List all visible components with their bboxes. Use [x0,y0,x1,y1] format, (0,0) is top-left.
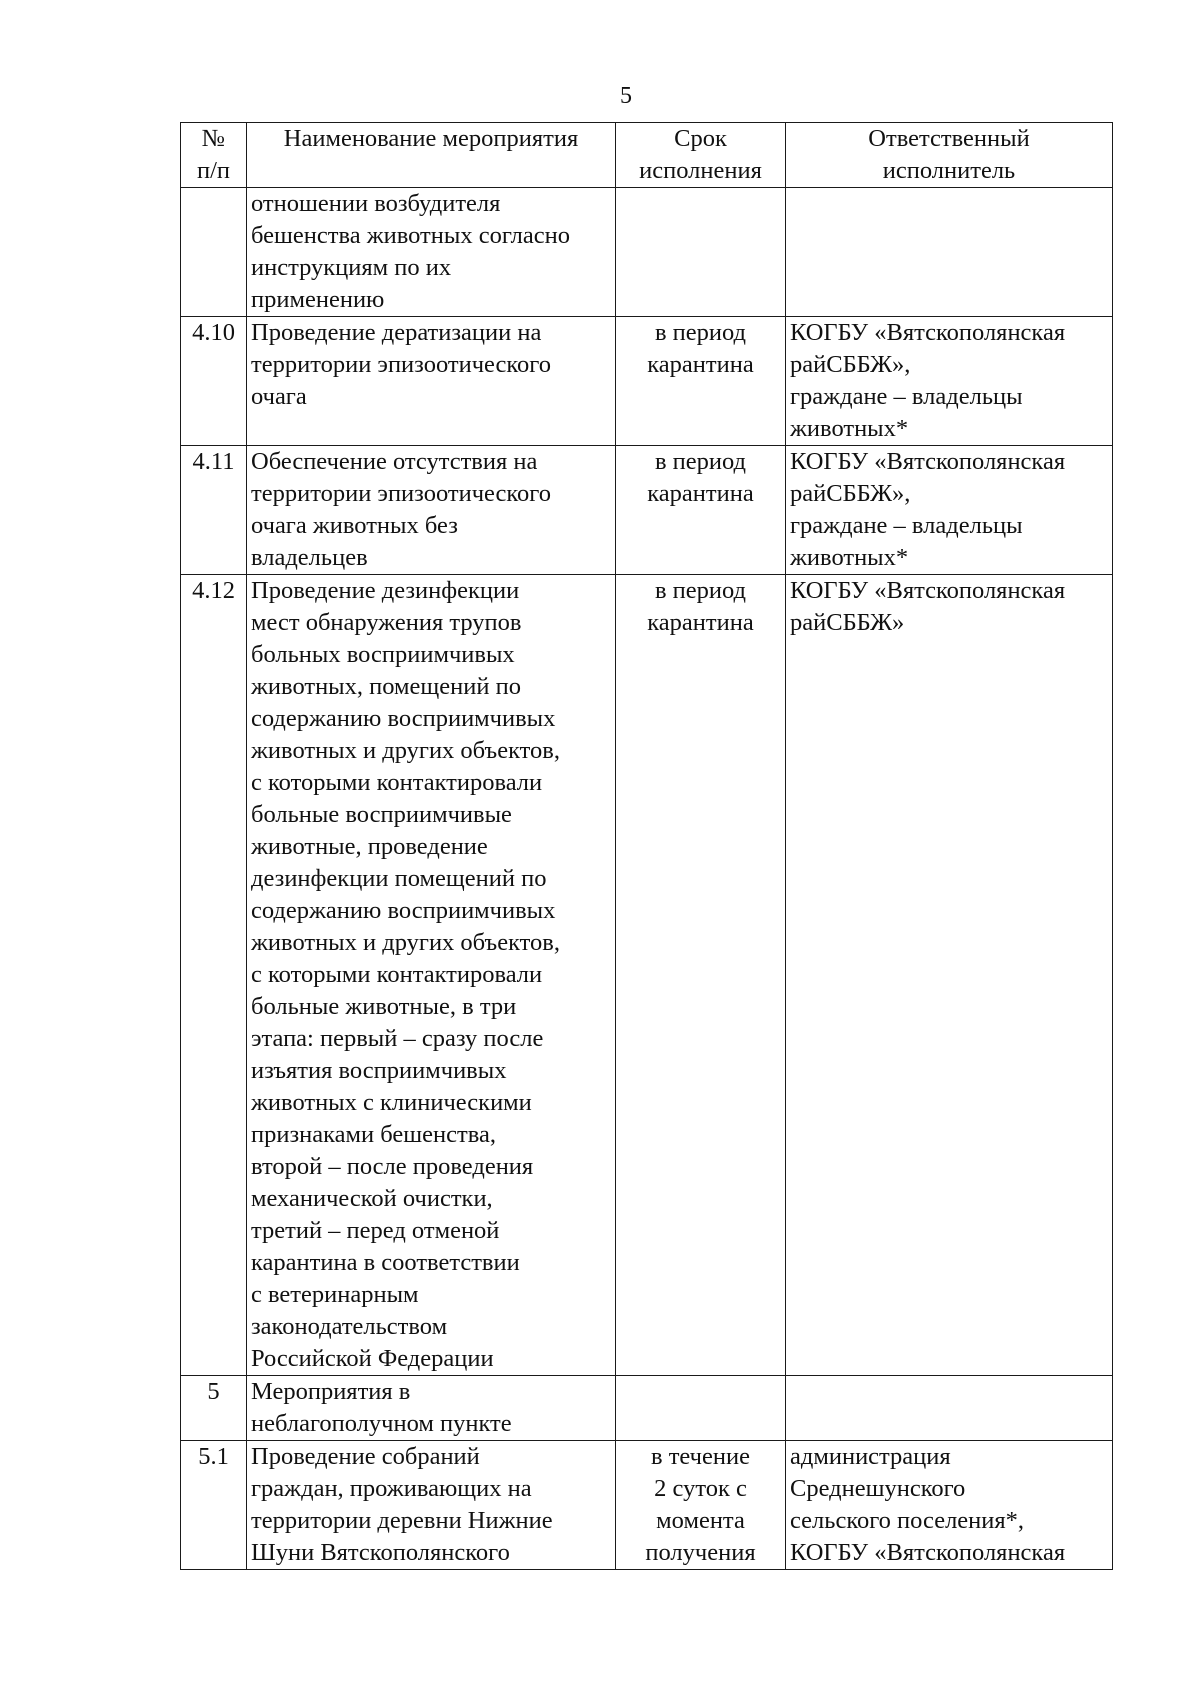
text-line: КОГБУ «Вятскополянская [790,1539,1066,1566]
text-line: КОГБУ «Вятскополянская [790,448,1066,475]
row-responsible [786,446,1113,575]
text-line: животных* [790,544,909,571]
text-line: владельцев [251,544,368,571]
row-responsible [786,575,1113,1376]
row-term [616,188,786,317]
text-line: очага животных без [251,512,458,539]
row-number: 5.1 [181,1441,247,1570]
header-line: № [201,125,226,152]
table-row [181,575,1113,1376]
header-line: Срок [674,125,727,152]
row-term [616,575,786,1376]
row-number [181,188,247,317]
text-line: граждане – владельцы [790,512,1023,539]
text-line: бешенства животных согласно [251,222,570,249]
text-line: с ветеринарным [251,1281,419,1308]
text-line: Проведение дезинфекции [251,577,520,604]
text-line: содержанию восприимчивых [251,897,556,924]
row-responsible [786,317,1113,446]
text-line: в период [654,319,747,346]
text-line: животных, помещений по [251,673,521,700]
row-measure-name [247,446,616,575]
text-line: больных восприимчивых [251,641,515,668]
table-row [181,1376,1113,1441]
table-row [181,1441,1113,1570]
row-responsible [786,1376,1113,1441]
text-line: администрация [790,1443,951,1470]
text-line: сельского поселения*, [790,1507,1025,1534]
table-header-row [181,123,1113,188]
text-line: изъятия восприимчивых [251,1057,507,1084]
text-line: Проведение собраний [251,1443,480,1470]
text-line: карантина [647,351,754,378]
row-measure-name [247,575,616,1376]
row-responsible [786,188,1113,317]
row-number: 5 [181,1376,247,1441]
text-line: законодательством [251,1313,448,1340]
header-line: Ответственный [868,125,1030,152]
text-line: получения [645,1539,756,1566]
row-number: 4.11 [181,446,247,575]
row-term [616,1441,786,1570]
text-line: Шуни Вятскополянского [251,1539,510,1566]
text-line: животных с клиническими [251,1089,532,1116]
row-term [616,446,786,575]
text-line: КОГБУ «Вятскополянская [790,577,1066,604]
header-responsible [786,123,1113,188]
text-line: карантина [647,609,754,636]
text-line: второй – после проведения [251,1153,534,1180]
table-row [181,188,1113,317]
text-line: Российской Федерации [251,1345,494,1372]
row-responsible [786,1441,1113,1570]
text-line: Проведение дератизации на [251,319,542,346]
text-line: очага [251,383,307,410]
text-line: Обеспечение отсутствия на [251,448,538,475]
header-measure-name [247,123,616,188]
text-line: территории эпизоотического [251,351,551,378]
text-line: третий – перед отменой [251,1217,500,1244]
header-line: исполнитель [882,157,1016,184]
row-measure-name [247,1376,616,1441]
text-line: отношении возбудителя [251,190,501,217]
measures-table [180,122,1113,1570]
row-term [616,317,786,446]
text-line: животных и других объектов, [251,737,560,764]
text-line: механической очистки, [251,1185,493,1212]
table-row [181,446,1113,575]
text-line: 2 суток с [654,1475,747,1502]
header-number [181,123,247,188]
text-line: КОГБУ «Вятскополянская [790,319,1066,346]
text-line: Мероприятия в [251,1378,411,1405]
text-line: райСББЖ», [790,351,911,378]
text-line: мест обнаружения трупов [251,609,522,636]
text-line: карантина в соответствии [251,1249,520,1276]
text-line: в период [654,448,747,475]
text-line: больные восприимчивые [251,801,512,828]
text-line: признаками бешенства, [251,1121,496,1148]
text-line: дезинфекции помещений по [251,865,547,892]
text-line: животные, проведение [251,833,488,860]
header-term [616,123,786,188]
text-line: в период [654,577,747,604]
row-number: 4.12 [181,575,247,1376]
row-measure-name [247,317,616,446]
text-line: в течение [651,1443,750,1470]
text-line: с которыми контактировали [251,961,543,988]
text-line: содержанию восприимчивых [251,705,556,732]
header-line: п/п [196,157,231,184]
text-line: неблагополучном пункте [251,1410,512,1437]
text-line: граждан, проживающих на [251,1475,532,1502]
page-number: 5 [620,83,632,109]
text-line: инструкциям по их [251,254,452,281]
text-line: с которыми контактировали [251,769,543,796]
text-line: территории эпизоотического [251,480,551,507]
text-line: применению [251,286,385,313]
row-measure-name [247,1441,616,1570]
row-measure-name [247,188,616,317]
text-line: Среднешунского [790,1475,966,1502]
text-line: животных и других объектов, [251,929,560,956]
text-line: карантина [647,480,754,507]
row-term [616,1376,786,1441]
row-number: 4.10 [181,317,247,446]
text-line: райСББЖ», [790,480,911,507]
table-row [181,317,1113,446]
text-line: больные животные, в три [251,993,517,1020]
text-line: момента [656,1507,745,1534]
header-line: исполнения [639,157,762,184]
text-line: граждане – владельцы [790,383,1023,410]
header-line: Наименование мероприятия [283,125,579,152]
text-line: территории деревни Нижние [251,1507,553,1534]
text-line: животных* [790,415,909,442]
text-line: райСББЖ» [790,609,905,636]
text-line: этапа: первый – сразу после [251,1025,544,1052]
